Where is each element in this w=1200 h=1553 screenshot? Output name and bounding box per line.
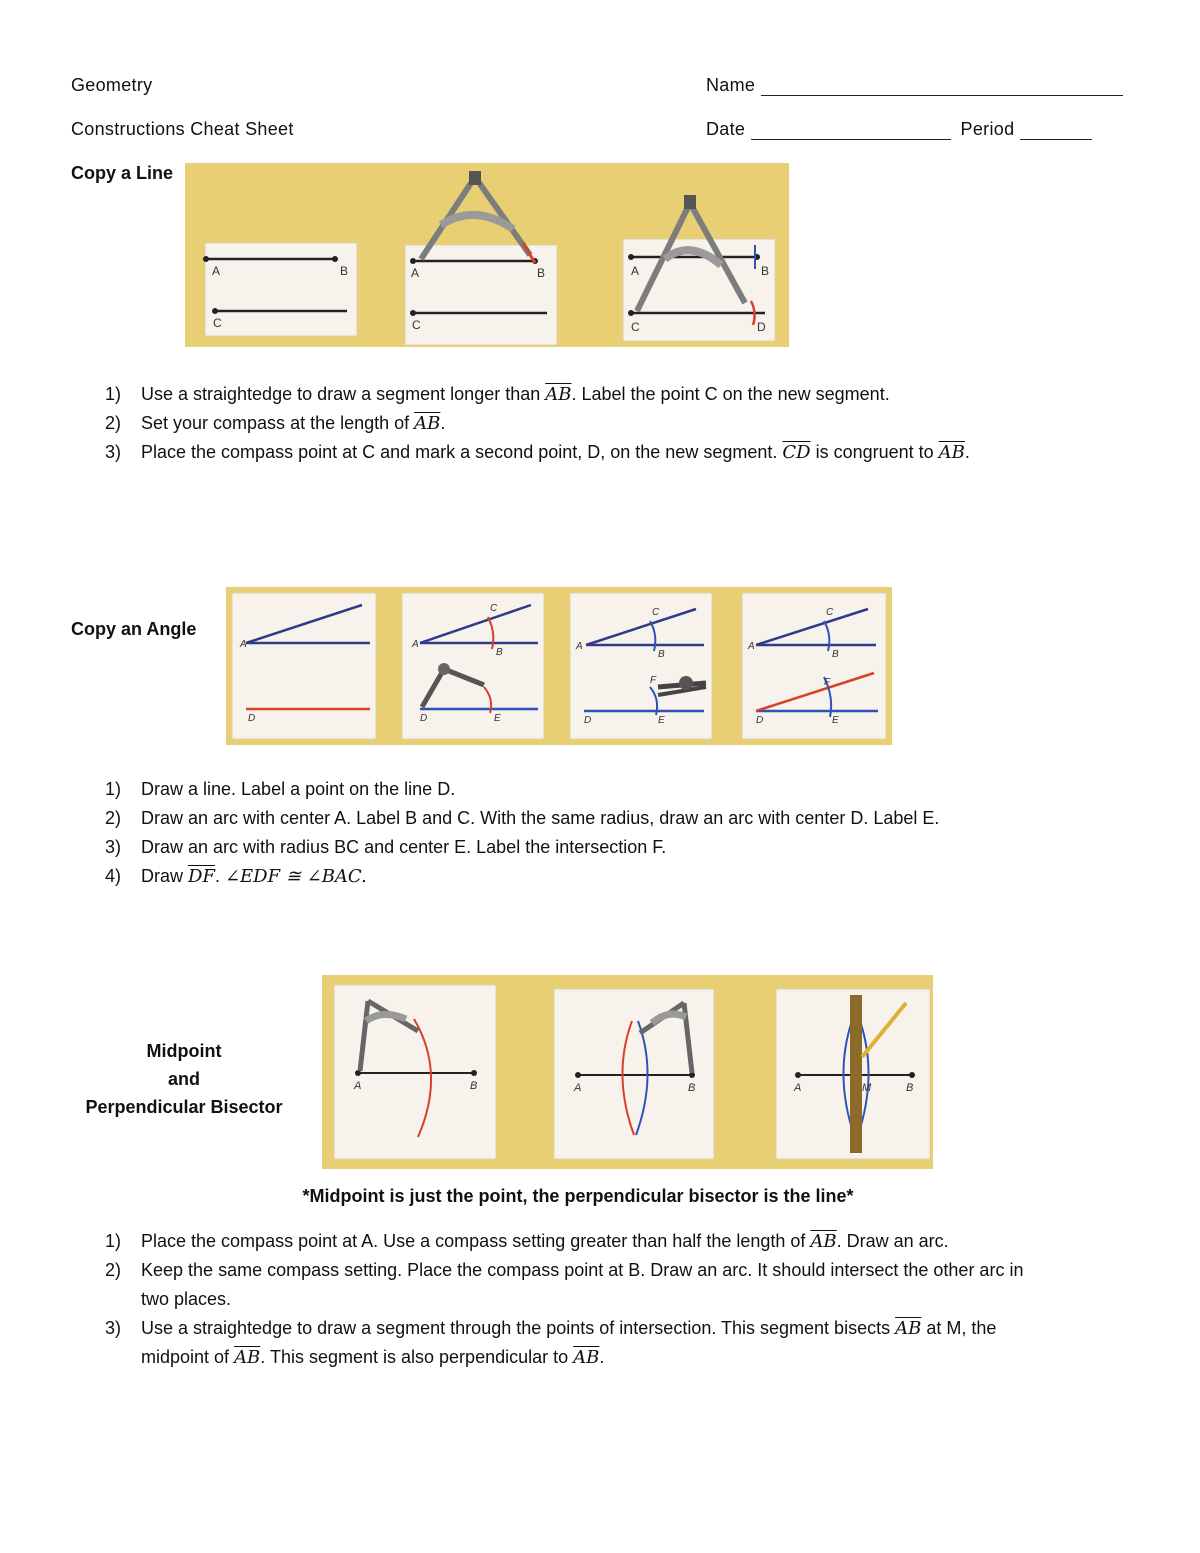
- svg-text:E: E: [494, 713, 501, 724]
- bisector-note: *Midpoint is just the point, the perpendicular bisector is the line*: [302, 1186, 854, 1206]
- svg-text:B: B: [906, 1082, 914, 1094]
- svg-text:A: A: [794, 1082, 802, 1094]
- svg-text:A: A: [748, 641, 755, 652]
- svg-text:C: C: [631, 320, 640, 334]
- label-F: F: [650, 675, 657, 686]
- copy-line-illustration: [185, 163, 789, 347]
- period-blank[interactable]: [1020, 121, 1092, 140]
- period-label: Period: [960, 119, 1015, 139]
- bisector-steps: [71, 1227, 1151, 1372]
- ruler-icon: [850, 995, 862, 1153]
- svg-text:C: C: [490, 603, 498, 614]
- svg-text:A: A: [412, 639, 419, 650]
- svg-text:A: A: [354, 1080, 362, 1092]
- svg-text:B: B: [832, 649, 839, 660]
- svg-text:D: D: [420, 713, 428, 724]
- svg-text:B: B: [658, 649, 665, 660]
- copy-angle-title: Copy an Angle: [71, 619, 197, 639]
- bisector-title: [71, 1037, 297, 1121]
- list-item: 1) Draw a line. Label a point on the line D.: [105, 779, 456, 799]
- list-item: 1) Use a straightedge to draw a segment longer than $\overline{AB}$. Label the point C on the new segment.: [105, 384, 890, 405]
- list-item: 1) Place the compass point at A. Use a compass setting greater than half the length of $\overline{AB}$. Draw an arc.: [105, 1231, 949, 1252]
- list-item: 3) Draw an arc with radius BC and center E. Label the intersection F.: [105, 837, 667, 857]
- copy-line-title: Copy a Line: [71, 163, 174, 183]
- svg-text:B: B: [688, 1082, 696, 1094]
- list-item: 2) Draw an arc with center A. Label B and C. With the same radius, draw an arc with center D. Label E.: [105, 808, 940, 828]
- list-item: 3) Use a straightedge to draw a segment through the points of intersection. This segment bisects $\overline{AB}$ at M, the midpoint of $\overline{AB}$. This segment is also perpendicular to $\overline{AB}$.: [105, 1318, 997, 1368]
- label-A: A: [212, 264, 221, 278]
- svg-text:D: D: [248, 713, 256, 724]
- label-B: B: [340, 264, 349, 278]
- name-field[interactable]: [706, 75, 1123, 96]
- svg-text:F: F: [824, 677, 831, 688]
- svg-text:E: E: [832, 715, 839, 726]
- copy-line-figure: [185, 163, 789, 347]
- svg-text:A: A: [574, 1082, 582, 1094]
- name-label: Name: [706, 75, 756, 95]
- copy-angle-steps: [71, 775, 1151, 891]
- bisector-illustration: [322, 975, 933, 1169]
- svg-text:A: A: [631, 264, 640, 278]
- list-item: 4) Draw $\overline{DF}$. ∠EDF ≅ ∠BAC.: [105, 866, 367, 887]
- page-subtitle: Constructions Cheat Sheet: [71, 119, 294, 139]
- label-D: D: [757, 320, 766, 334]
- label-M: M: [862, 1082, 872, 1094]
- date-blank[interactable]: [751, 121, 951, 140]
- list-item: 2) Set your compass at the length of $\overline{AB}$.: [105, 413, 446, 434]
- bisector-title-line3: Perpendicular Bisector: [85, 1097, 283, 1117]
- svg-text:B: B: [537, 266, 546, 280]
- svg-text:A: A: [240, 639, 247, 650]
- svg-text:D: D: [756, 715, 764, 726]
- course-title: Geometry: [71, 75, 153, 95]
- svg-text:C: C: [652, 607, 660, 618]
- bisector-figure: [322, 975, 933, 1169]
- svg-text:B: B: [496, 647, 503, 658]
- copy-angle-illustration: [226, 587, 892, 745]
- svg-text:C: C: [412, 318, 421, 332]
- svg-text:C: C: [826, 607, 834, 618]
- bisector-title-line1: Midpoint: [146, 1041, 222, 1061]
- bisector-title-line2: and: [167, 1069, 200, 1089]
- date-period-field[interactable]: [706, 119, 1092, 140]
- svg-text:A: A: [411, 266, 420, 280]
- list-item: 2) Keep the same compass setting. Place the compass point at B. Draw an arc. It should intersect the other arc in two places.: [105, 1260, 1024, 1309]
- copy-line-steps: [71, 380, 1151, 467]
- svg-text:E: E: [658, 715, 665, 726]
- svg-text:A: A: [576, 641, 583, 652]
- label-C: C: [213, 316, 222, 330]
- svg-text:B: B: [761, 264, 770, 278]
- name-blank[interactable]: [761, 77, 1123, 96]
- list-item: 3) Place the compass point at C and mark a second point, D, on the new segment. $\overline{CD}$ is congruent to $\overline{AB}$.: [105, 442, 970, 463]
- svg-text:B: B: [470, 1080, 478, 1092]
- date-label: Date: [706, 119, 746, 139]
- svg-text:D: D: [584, 715, 592, 726]
- copy-angle-figure: [226, 587, 892, 745]
